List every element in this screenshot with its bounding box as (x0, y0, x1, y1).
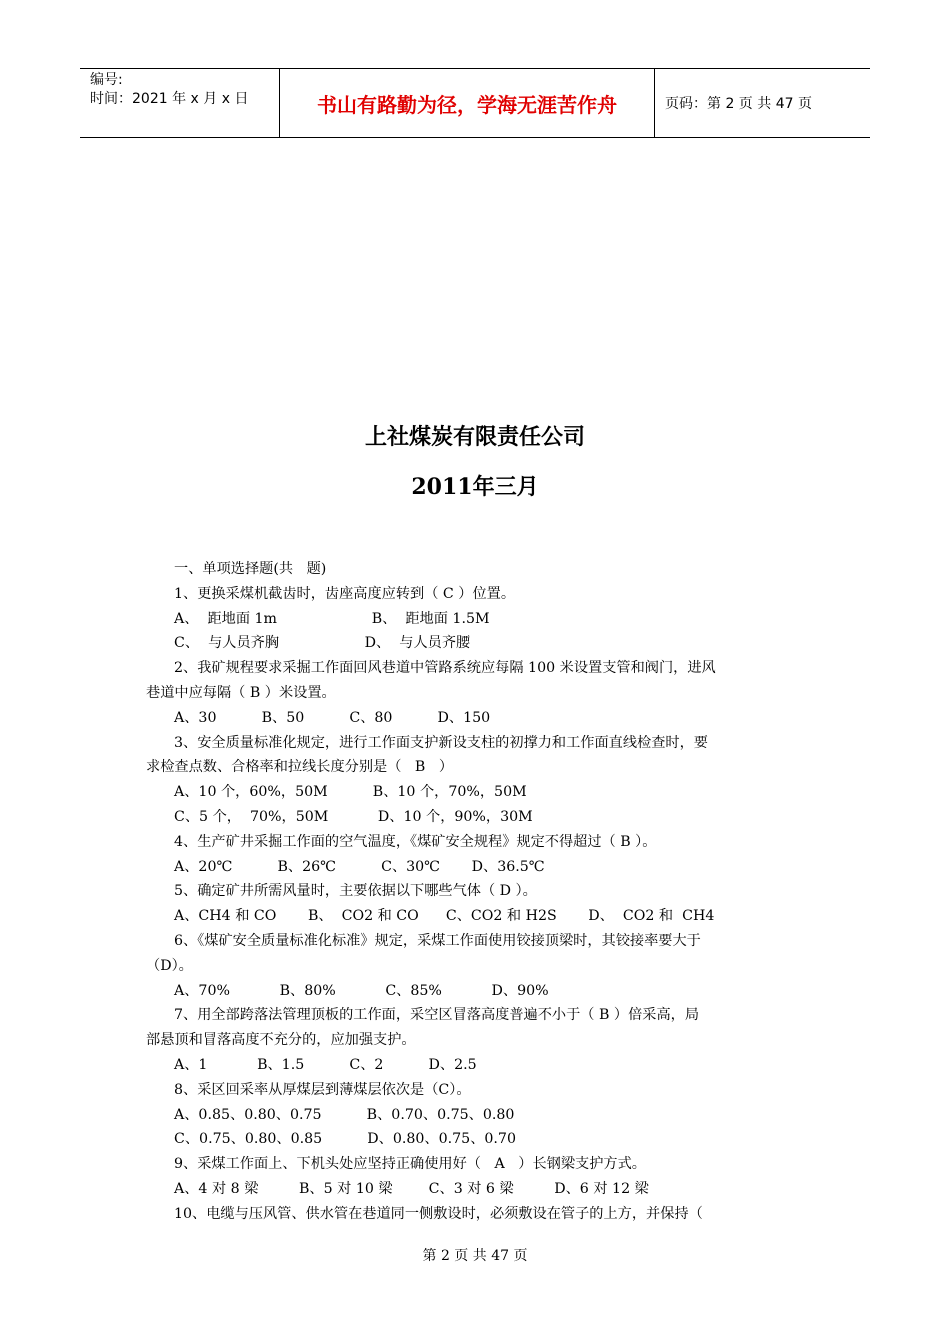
content-line: A、10 个，60%，50M B、10 个，70%，50M (174, 784, 527, 801)
header-meta (80, 69, 280, 137)
header-page-info: 页码：第 2 页 共 47 页 (665, 96, 812, 112)
content-line: 1、更换采煤机截齿时，齿座高度应转到（ C ）位置。 (174, 585, 516, 602)
content-line: C、5 个， 70%，50M D、10 个，90%，30M (174, 808, 533, 825)
content-line: 7、用全部跨落法管理顶板的工作面，采空区冒落高度普遍不小于（ B ）倍采高，局 (174, 1007, 700, 1024)
content-line: 9、采煤工作面上、下机头处应坚持正确使用好（ A ）长钢梁支护方式。 (174, 1156, 646, 1173)
content-line: A、CH4 和 CO B、 CO2 和 CO C、CO2 和 H2S D、 CO2 和 CH4 (174, 908, 715, 925)
content-line: 巷道中应每隔（ B ）米设置。 (146, 684, 336, 701)
page-header (80, 68, 870, 138)
content-line: 3、安全质量标准化规定，进行工作面支护新设支柱的初撑力和工作面直线检查时，要 (174, 734, 708, 751)
content-line: 2、我矿规程要求采掘工作面回风巷道中管路系统应每隔 100 米设置支管和阀门，进风 (174, 660, 716, 677)
content-line: A、 距地面 1m B、 距地面 1.5M (174, 610, 490, 627)
content-line: 4、生产矿井采掘工作面的空气温度，《煤矿安全规程》规定不得超过（ B ）。 (174, 833, 657, 850)
content-line: 求检查点数、合格率和拉线长度分别是（ B ） (146, 759, 454, 776)
document-number-label: 编号: (90, 72, 123, 88)
content-line: C、0.75、0.80、0.85 D、0.80、0.75、0.70 (174, 1131, 516, 1148)
question-content (146, 557, 810, 1227)
content-line: 部悬顶和冒落高度不充分的，应加强支护。 (146, 1032, 416, 1049)
content-line: 8、采区回采率从厚煤层到薄煤层依次是（C）。 (174, 1081, 471, 1098)
content-line: 5、确定矿井所需风量时，主要依据以下哪些气体（ D ）。 (174, 883, 537, 900)
content-line: 一、单项选择题(共 题) (174, 561, 327, 577)
content-line: A、70% B、80% C、85% D、90% (174, 982, 549, 999)
header-motto: 书山有路勤为径，学海无涯苦作舟 (280, 69, 655, 137)
content-line: A、30 B、50 C、80 D、150 (174, 709, 491, 726)
content-line: A、1 B、1.5 C、2 D、2.5 (174, 1056, 477, 1073)
content-line: C、 与人员齐胸 D、 与人员齐腰 (174, 635, 471, 652)
page-footer: 第 2 页 共 47 页 (422, 1248, 528, 1264)
content-line: A、20℃ B、26℃ C、30℃ D、36.5℃ (174, 858, 545, 875)
document-time-label: 时间：2021 年 x 月 x 日 (90, 91, 249, 107)
content-line: 6、《煤矿安全质量标准化标准》规定，采煤工作面使用铰接顶梁时，其铰接率要大于 (174, 932, 701, 949)
company-title: 上社煤炭有限责任公司 (364, 425, 585, 450)
content-line: 10、电缆与压风管、供水管在巷道同一侧敷设时，必须敷设在管子的上方，并保持（ (174, 1205, 703, 1222)
document-date: 2011年三月 (411, 474, 539, 500)
content-line: A、0.85、0.80、0.75 B、0.70、0.75、0.80 (174, 1106, 515, 1123)
content-line: A、4 对 8 梁 B、5 对 10 梁 C、3 对 6 梁 D、6 对 12 梁 (174, 1180, 649, 1197)
content-line: （D）。 (146, 957, 193, 974)
